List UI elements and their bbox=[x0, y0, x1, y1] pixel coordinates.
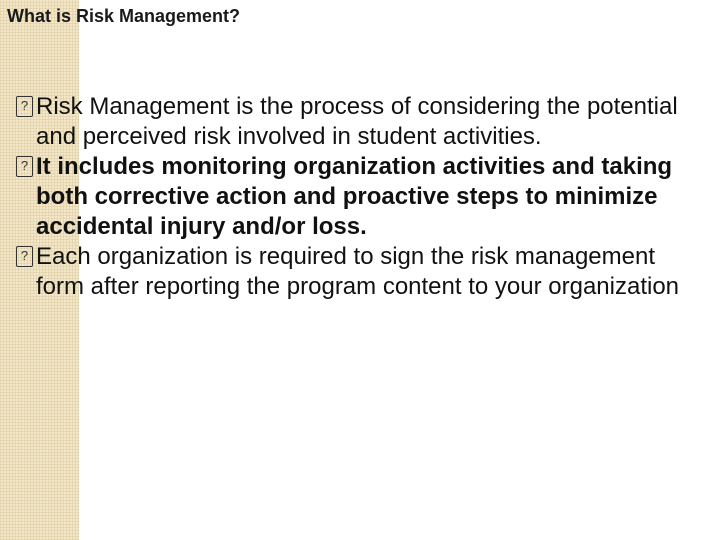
bullet-text: Each organization is required to sign the risk management form after reporting the program content to your organization bbox=[36, 243, 680, 300]
bullet-item-1 bbox=[16, 92, 706, 152]
bullet-list bbox=[16, 92, 706, 302]
slide-title: What is Risk Management? bbox=[7, 6, 241, 26]
missing-glyph-bullet-icon: ? bbox=[16, 96, 33, 117]
bullet-item-3 bbox=[16, 242, 706, 302]
bullet-item-2 bbox=[16, 152, 706, 242]
missing-glyph-bullet-icon: ? bbox=[16, 156, 33, 177]
bullet-text: It includes monitoring organization activities and taking both corrective action and proactive steps to minimize accidental injury and/or loss. bbox=[36, 153, 673, 240]
bullet-text: Risk Management is the process of considering the potential and perceived risk involved in student activities. bbox=[36, 93, 678, 150]
missing-glyph-bullet-icon: ? bbox=[16, 246, 33, 267]
